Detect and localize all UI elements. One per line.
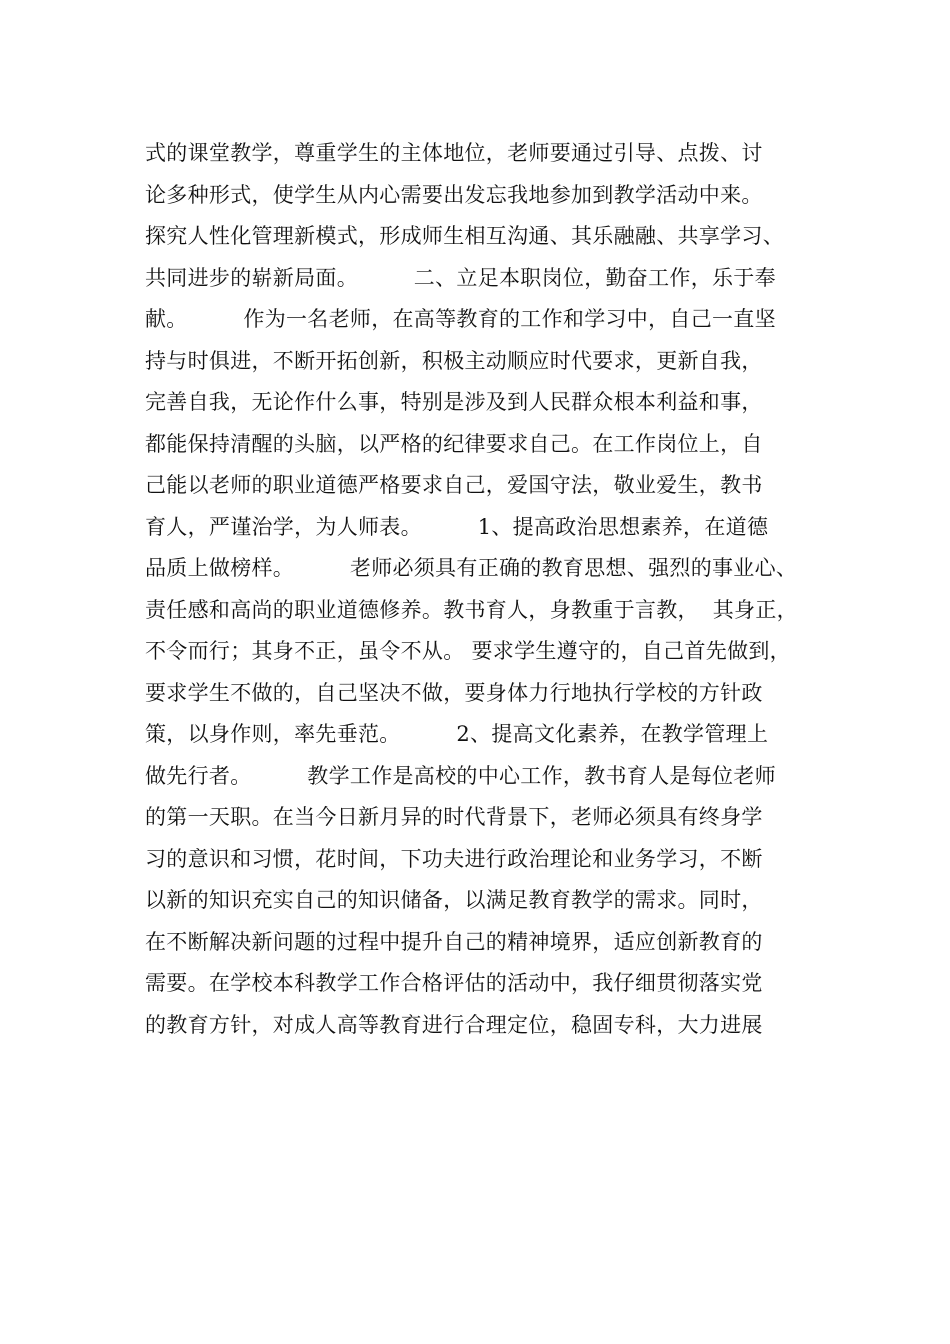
text-line: 己能以老师的职业道德严格要求自己，爱国守法，敬业爱生，教书 (145, 473, 763, 497)
text-line: 式的课堂教学，尊重学生的主体地位，老师要通过引导、点拨、讨 (145, 141, 763, 165)
text-line: 责任感和高尚的职业道德修养。教书育人，身教重于言教， 其身正， (145, 597, 798, 622)
text-line: 持与时俱进，不断开拓创新，积极主动顺应时代要求，更新自我， (145, 348, 763, 373)
text-line: 需要。在学校本科教学工作合格评估的活动中，我仔细贯彻落实党 (145, 971, 763, 995)
text-line: 品质上做榜样。 老师必须具有正确的教育思想、强烈的事业心、 (145, 556, 798, 580)
text-line: 不令而行；其身不正，虽令不从。 要求学生遵守的，自己首先做到， (145, 639, 791, 663)
text-line: 做先行者。 教学工作是高校的中心工作，教书育人是每位老师 (145, 763, 776, 788)
text-line: 共同进步的崭新局面。 二、立足本职岗位，勤奋工作，乐于奉 (145, 265, 776, 290)
body-text (145, 133, 845, 1046)
text-line: 习的意识和习惯，花时间，下功夫进行政治理论和业务学习，不断 (145, 846, 763, 871)
text-line: 要求学生不做的，自己坚决不做，要身体力行地执行学校的方针政 (145, 680, 763, 705)
text-line: 都能保持清醒的头脑，以严格的纪律要求自己。在工作岗位上，自 (145, 431, 763, 456)
text-line: 在不断解决新问题的过程中提升自己的精神境界，适应创新教育的 (145, 929, 763, 954)
text-line: 献。 作为一名老师，在高等教育的工作和学习中，自己一直坚 (145, 307, 776, 331)
text-line: 完善自我，无论作什么事，特别是涉及到人民群众根本利益和事， (145, 390, 763, 414)
text-line: 探究人性化管理新模式，形成师生相互沟通、其乐融融、共享学习、 (145, 224, 784, 248)
text-line: 以新的知识充实自己的知识储备，以满足教育教学的需求。同时， (145, 888, 763, 912)
text-line: 的第一天职。在当今日新月异的时代背景下，老师必须具有终身学 (145, 805, 763, 829)
text-line: 论多种形式，使学生从内心需要出发忘我地参加到教学活动中来。 (145, 182, 763, 207)
text-line: 育人，严谨治学，为人师表。 1、提高政治思想素养，在道德 (145, 514, 769, 539)
text-line: 策，以身作则，率先垂范。 2、提高文化素养，在教学管理上 (145, 722, 769, 746)
text-line: 的教育方针，对成人高等教育进行合理定位，稳固专科，大力进展 (145, 1012, 763, 1037)
